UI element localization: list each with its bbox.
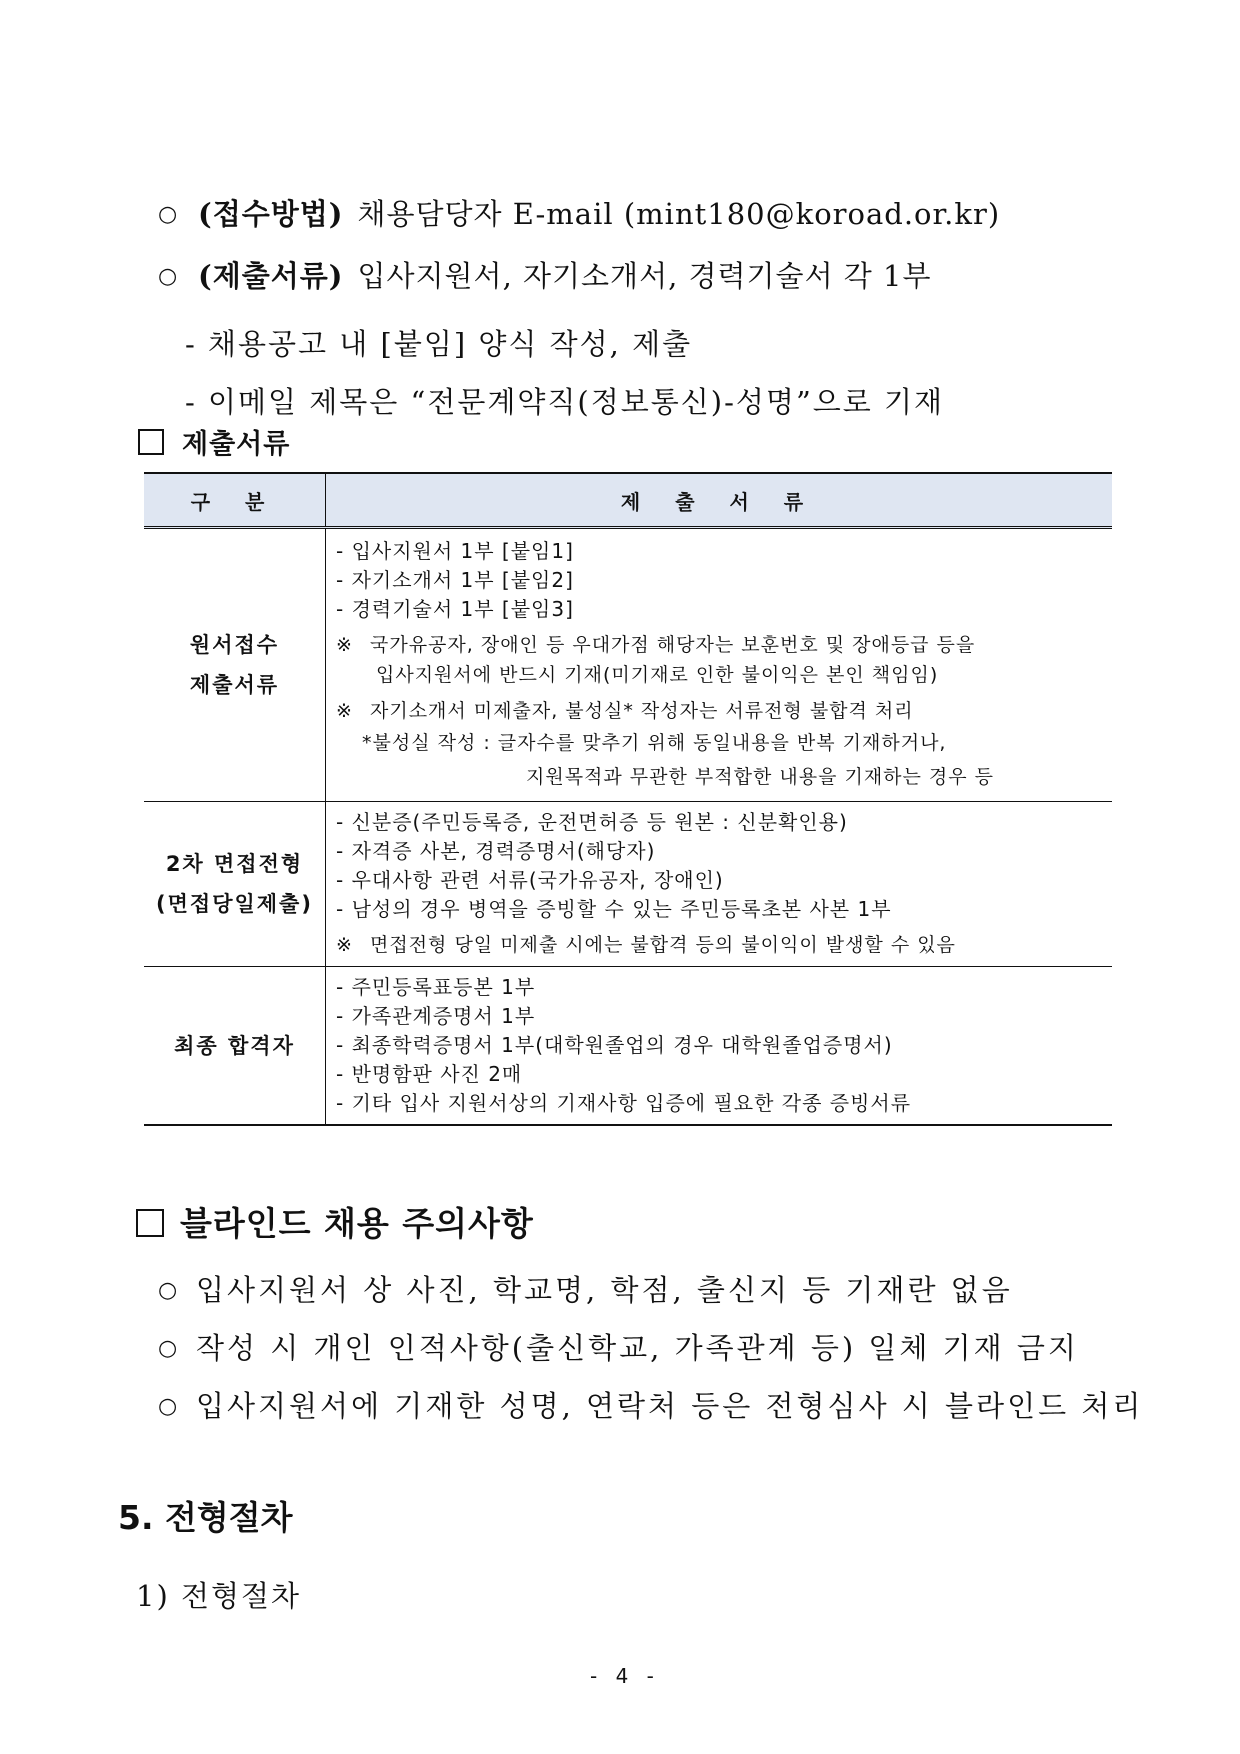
header-category: 구 분 (144, 473, 326, 528)
note-item: ※ 면접전형 당일 미제출 시에는 불합격 등의 불이익이 발생할 수 있음 (336, 934, 956, 956)
square-bullet-icon (136, 1209, 164, 1237)
blind-heading (136, 1198, 534, 1245)
row3-documents (326, 967, 1113, 1126)
list-item: - 자격증 사본, 경력증명서(해당자) (336, 839, 656, 863)
docs-text: 입사지원서, 자기소개서, 경력기술서 각 1부 (357, 259, 932, 293)
method-label: (접수방법) (198, 197, 344, 231)
circle-bullet-icon: ○ (158, 1278, 181, 1303)
list-item: - 자기소개서 1부 [붙임2] (336, 567, 574, 592)
note-item: ※ 자기소개서 미제출자, 불성실* 작성자는 서류전형 불합격 처리 (336, 699, 914, 722)
circle-bullet-icon: ○ (158, 202, 179, 227)
section-docs-title: 제출서류 (182, 429, 291, 460)
table-row (144, 967, 1112, 1126)
list-item: ○ 입사지원서 상 사진, 학교명, 학점, 출신지 등 기재란 없음 (158, 1273, 1013, 1307)
sub-note: *불성실 작성 : 글자수를 맞추기 위해 동일내용을 반복 기재하거나, (362, 731, 947, 754)
list-item: - 입사지원서 1부 [붙임1] (336, 538, 574, 563)
list-item: - 남성의 경우 병역을 증빙할 수 있는 주민등록초본 사본 1부 (336, 897, 892, 921)
docs-line (158, 254, 932, 295)
row1-category: 원서접수 제출서류 (144, 528, 326, 802)
square-bullet-icon (138, 429, 164, 455)
dash-line-2: - 이메일 제목은 “전문계약직(정보통신)-성명”으로 기재 (185, 385, 945, 419)
row2-documents (326, 802, 1113, 967)
list-item: - 주민등록표등본 1부 (336, 975, 536, 999)
table-row (144, 802, 1112, 967)
section5-subtitle: 1) 전형절차 (136, 1579, 302, 1613)
list-item: ○ 입사지원서에 기재한 성명, 연락처 등은 전형심사 시 블라인드 처리 (158, 1389, 1144, 1423)
list-item: ○ 작성 시 개인 인적사항(출신학교, 가족관계 등) 일체 기재 금지 (158, 1331, 1079, 1365)
documents-table (144, 472, 1112, 1126)
table-row (144, 528, 1112, 802)
section5-title: 5. 전형절차 (118, 1498, 293, 1537)
list-item: - 우대사항 관련 서류(국가유공자, 장애인) (336, 868, 724, 892)
list-item: - 경력기술서 1부 [붙임3] (336, 596, 574, 621)
circle-bullet-icon: ○ (158, 1336, 181, 1361)
table-header-row (144, 473, 1112, 528)
list-item: - 신분증(주민등록증, 운전면허증 등 원본 : 신분확인용) (336, 810, 848, 834)
list-item: - 기타 입사 지원서상의 기재사항 입증에 필요한 각종 증빙서류 (336, 1091, 912, 1115)
circle-bullet-icon: ○ (158, 1394, 181, 1419)
dash-line-1: - 채용공고 내 [붙임] 양식 작성, 제출 (185, 327, 693, 361)
note-continuation: 입사지원서에 반드시 기재(미기재로 인한 불이익은 본인 책임임) (376, 663, 939, 686)
method-line (158, 192, 1000, 233)
row1-documents (326, 528, 1113, 802)
note-item: ※ 국가유공자, 장애인 등 우대가점 해당자는 보훈번호 및 장애등급 등을 (336, 633, 976, 656)
method-text: 채용담당자 E-mail (mint180@koroad.or.kr) (357, 197, 1001, 231)
section-docs-heading (138, 422, 290, 461)
row2-category: 2차 면접전형 (면접당일제출) (144, 802, 326, 967)
sub-note-continuation: 지원목적과 무관한 부적합한 내용을 기재하는 경우 등 (526, 765, 995, 788)
blind-title: 블라인드 채용 주의사항 (180, 1204, 534, 1243)
list-item: - 최종학력증명서 1부(대학원졸업의 경우 대학원졸업증명서) (336, 1033, 893, 1057)
list-item: - 반명함판 사진 2매 (336, 1062, 523, 1086)
page-number: - 4 - (590, 1664, 660, 1688)
list-item: - 가족관계증명서 1부 (336, 1004, 536, 1028)
header-documents: 제 출 서 류 (326, 473, 1113, 528)
row3-category: 최종 합격자 (144, 967, 326, 1126)
docs-label: (제출서류) (198, 259, 344, 293)
circle-bullet-icon: ○ (158, 264, 179, 289)
